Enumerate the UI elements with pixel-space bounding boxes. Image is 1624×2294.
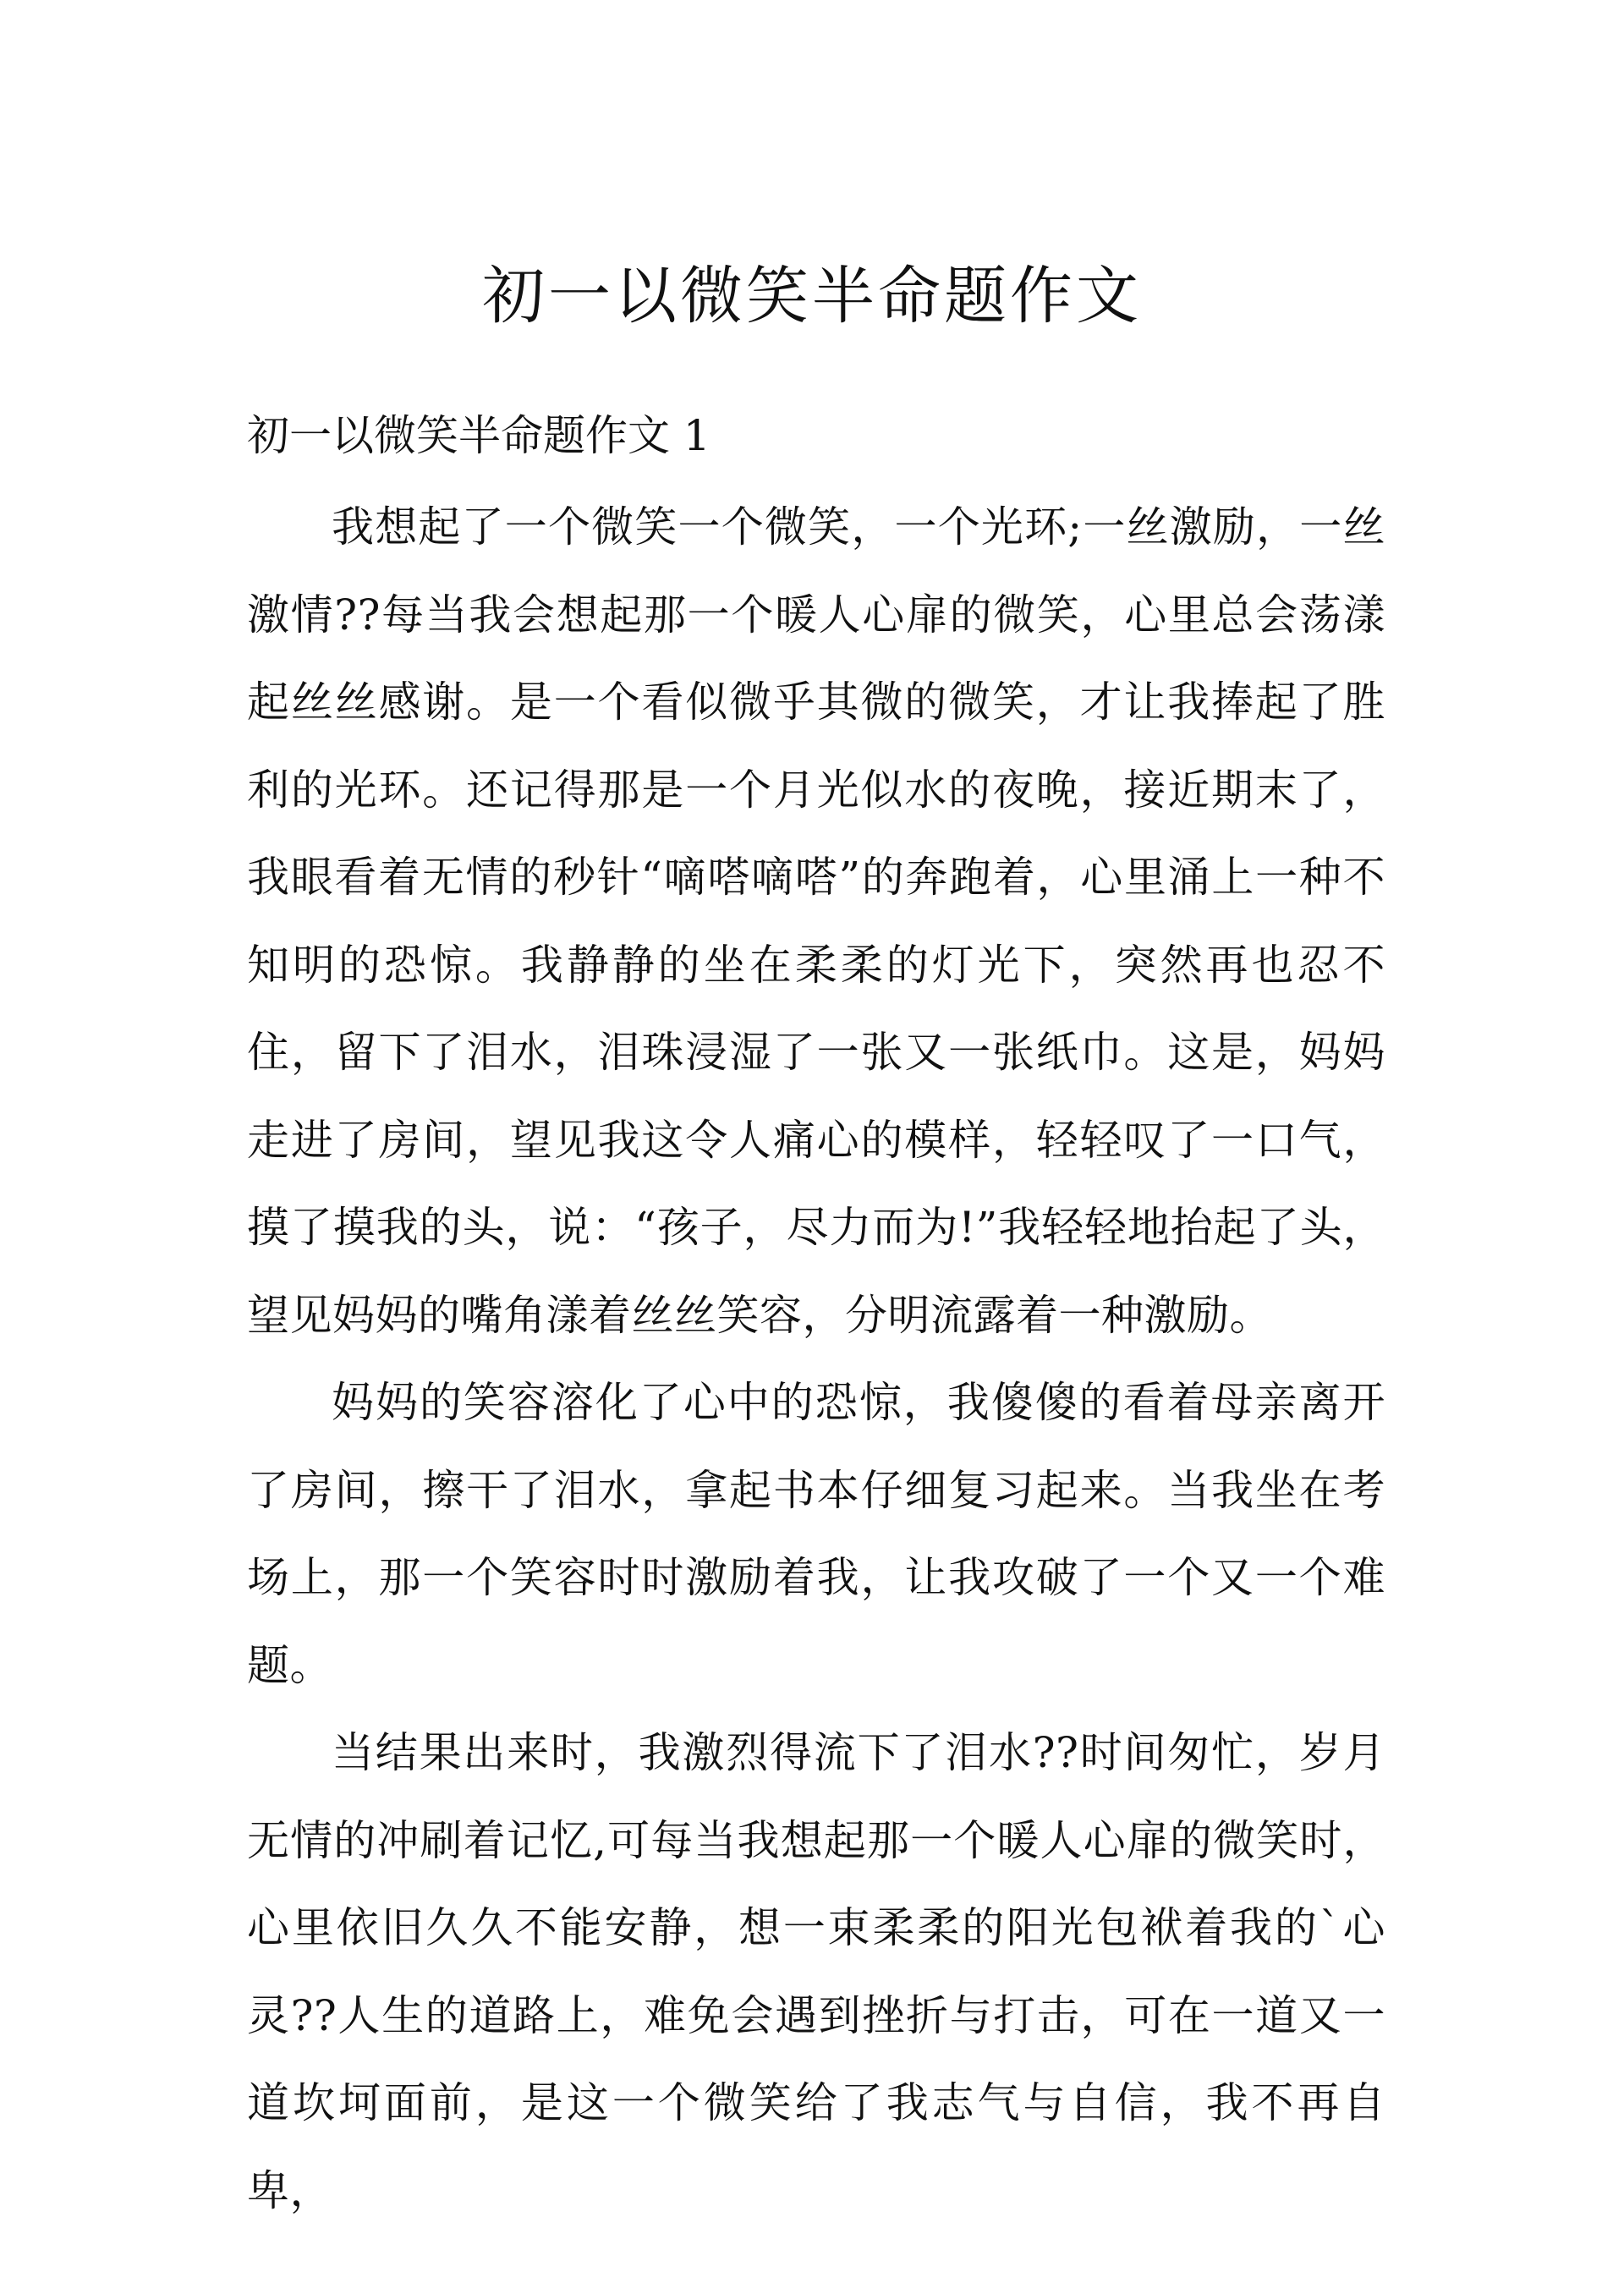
paragraph-1: 我想起了一个微笑一个微笑，一个光环;一丝激励，一丝激情??每当我会想起那一个暖人心扉的微笑，心里总会荡漾起丝丝感谢。是一个看似微乎其微的微笑，才让我捧起了胜利的光环。还记得那是一个月光似水的夜晚，接近期末了，我眼看着无情的秒针“嘀嗒嘀嗒”的奔跑着，心里涌上一种不知明的恐惊。我静静的坐在柔柔的灯光下，突然再也忍不住，留下了泪水，泪珠浸湿了一张又一张纸巾。这是，妈妈走进了房间，望见我这令人痛心的模样，轻轻叹了一口气，摸了摸我的头，说：“孩子，尽力而为!”我轻轻地抬起了头，望见妈妈的嘴角漾着丝丝笑容，分明流露着一种激励。	[247, 502, 1385, 1340]
paragraph-2: 妈妈的笑容溶化了心中的恐惊，我傻傻的看着母亲离开了房间，擦干了泪水，拿起书本仔细复习起来。当我坐在考场上，那一个笑容时时激励着我，让我攻破了一个又一个难题。	[247, 1378, 1385, 1690]
document-title: 初一以微笑半命题作文	[482, 260, 1142, 332]
essay-body	[247, 484, 1385, 2235]
essay-subtitle: 初一以微笑半命题作文 1	[247, 411, 710, 460]
paragraph-3: 当结果出来时，我激烈得流下了泪水??时间匆忙，岁月无情的冲刷着记忆,可每当我想起那一个暖人心扉的微笑时，心里依旧久久不能安静，想一束柔柔的阳光包袱着我的`心灵??人生的道路上，难免会遇到挫折与打击，可在一道又一道坎坷面前，是这一个微笑给了我志气与自信，我不再自卑，	[247, 1728, 1385, 2215]
